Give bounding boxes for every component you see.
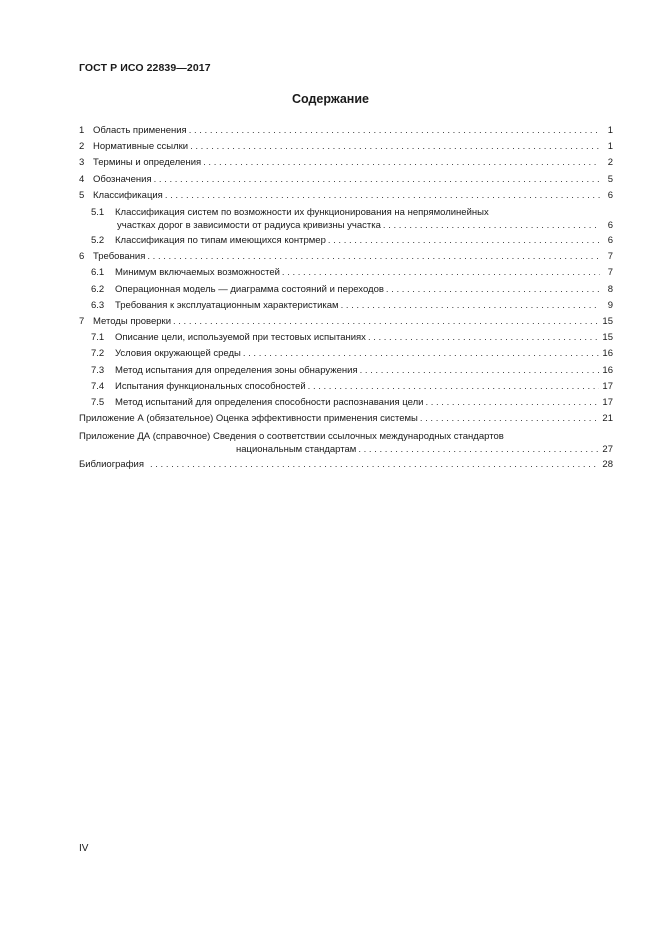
toc-entry[interactable] — [79, 298, 613, 314]
toc-entry-title: Приложение А (обязательное) Оценка эффективности применения системы — [79, 413, 418, 425]
toc-entry-page: 15 — [602, 332, 613, 344]
toc-entry-title: Нормативные ссылки — [93, 141, 189, 153]
toc-entry-number: 3 — [79, 157, 85, 169]
toc-entry-number: 7.1 — [91, 332, 105, 344]
toc-entry-page: 28 — [602, 459, 613, 471]
toc-entry[interactable] — [79, 188, 613, 204]
toc-entry-page: 9 — [607, 299, 613, 311]
toc-leader-dots — [173, 314, 599, 330]
toc-entry[interactable] — [79, 172, 613, 188]
toc-entry-title-line2: участках дорог в зависимости от радиуса кривизны участка — [117, 220, 381, 232]
toc-entry-page: 1 — [607, 141, 613, 153]
toc-entry-title: Обозначения — [93, 173, 152, 185]
toc-leader-dots — [190, 139, 600, 155]
toc-entry[interactable] — [79, 155, 613, 171]
toc-entry-page: 6 — [607, 235, 613, 247]
toc-entry-title: Испытания функциональных способностей — [115, 380, 306, 392]
toc-entry[interactable] — [79, 249, 613, 265]
toc-entry-page: 6 — [607, 189, 613, 201]
toc-entry-page: 27 — [602, 444, 613, 456]
toc-leader-dots — [282, 265, 600, 281]
toc-entry[interactable] — [79, 330, 613, 346]
toc-entry-page: 17 — [602, 397, 613, 409]
toc-entry-number: 7.3 — [91, 364, 105, 376]
toc-leader-dots — [203, 155, 600, 171]
toc-entry[interactable] — [79, 204, 613, 233]
toc-entry-number: 7 — [79, 316, 85, 328]
page-title: Содержание — [291, 92, 369, 106]
toc-entry-number: 7.2 — [91, 348, 105, 360]
toc-leader-dots — [425, 395, 599, 411]
toc-entry-number: 6.3 — [91, 299, 105, 311]
table-of-contents — [79, 123, 613, 474]
toc-entry-page: 15 — [602, 316, 613, 328]
toc-leader-dots — [189, 123, 600, 139]
toc-entry-number: 2 — [79, 141, 85, 153]
toc-entry-page: 6 — [607, 220, 613, 232]
toc-entry-number: 7.4 — [91, 380, 105, 392]
toc-entry-title: Метод испытания для определения зоны обнаружения — [115, 364, 358, 376]
toc-entry-title: Классификация по типам имеющихся контрмер — [115, 235, 326, 247]
toc-entry-number: 6.1 — [91, 267, 105, 279]
toc-leader-dots — [147, 249, 600, 265]
toc-entry-page: 5 — [607, 173, 613, 185]
toc-entry-number: 4 — [79, 173, 85, 185]
toc-entry-title: Метод испытаний для определения способности распознавания цели — [115, 397, 424, 409]
toc-entry[interactable] — [79, 314, 613, 330]
toc-leader-dots — [360, 363, 600, 379]
toc-entry-title-line2: национальным стандартам — [236, 444, 357, 456]
page-number: IV — [79, 843, 89, 854]
toc-entry-title: Термины и определения — [93, 157, 202, 169]
toc-entry[interactable] — [79, 265, 613, 281]
toc-entry-title: Библиография — [79, 459, 144, 471]
toc-entry-title: Классификация — [93, 189, 163, 201]
toc-entry[interactable] — [79, 233, 613, 249]
toc-entry-page: 21 — [602, 413, 613, 425]
document-header: ГОСТ Р ИСО 22839—2017 — [79, 62, 211, 74]
toc-entry-title: Условия окружающей среды — [115, 348, 241, 360]
toc-entry-page: 16 — [602, 364, 613, 376]
toc-entry-title: Минимум включаемых возможностей — [115, 267, 280, 279]
toc-entry-page: 8 — [607, 283, 613, 295]
toc-entry-number: 1 — [79, 125, 85, 136]
toc-leader-dots — [154, 172, 600, 188]
toc-entry-page: 1 — [607, 125, 613, 136]
toc-entry-appendix-da[interactable] — [79, 427, 613, 457]
toc-entry-number: 5.2 — [91, 235, 105, 247]
toc-leader-dots — [341, 298, 600, 314]
toc-leader-dots — [150, 457, 599, 473]
toc-entry-page: 17 — [602, 380, 613, 392]
toc-leader-dots — [358, 443, 599, 457]
toc-entry[interactable] — [79, 395, 613, 411]
toc-leader-dots — [308, 379, 600, 395]
toc-leader-dots — [386, 282, 600, 298]
toc-entry-title: Операционная модель — диаграмма состояний и переходов — [115, 283, 384, 295]
toc-entry-page: 16 — [602, 348, 613, 360]
toc-leader-dots — [368, 330, 599, 346]
toc-entry-number: 6 — [79, 251, 85, 263]
toc-entry-number: 5.1 — [91, 207, 105, 219]
toc-entry-page: 7 — [607, 267, 613, 279]
toc-entry-title: Методы проверки — [93, 316, 171, 328]
toc-leader-dots — [328, 233, 600, 249]
toc-entry-page: 7 — [607, 251, 613, 263]
toc-entry-title: Описание цели, используемой при тестовых испытаниях — [115, 332, 366, 344]
toc-entry-title: Требования к эксплуатационным характеристикам — [115, 299, 339, 311]
toc-leader-dots — [420, 411, 600, 427]
toc-leader-dots — [165, 188, 600, 204]
toc-entry-bibliography[interactable] — [79, 457, 613, 473]
toc-leader-dots — [243, 346, 600, 362]
toc-entry-appendix-a[interactable] — [79, 411, 613, 427]
toc-entry[interactable] — [79, 379, 613, 395]
toc-entry-title-line1: Приложение ДА (справочное) Сведения о соответствии ссылочных международных стандартов — [79, 431, 504, 443]
toc-entry[interactable] — [79, 363, 613, 379]
toc-entry-page: 2 — [607, 157, 613, 169]
toc-entry-title-line1: Классификация систем по возможности их функционирования на непрямолинейных — [115, 207, 489, 219]
toc-leader-dots — [383, 219, 600, 233]
toc-entry-number: 5 — [79, 189, 85, 201]
toc-entry[interactable] — [79, 282, 613, 298]
toc-entry-title: Требования — [93, 251, 146, 263]
toc-entry-number: 6.2 — [91, 283, 105, 295]
toc-entry[interactable] — [79, 139, 613, 155]
toc-entry-number: 7.5 — [91, 397, 105, 409]
toc-entry[interactable] — [79, 123, 613, 139]
toc-entry[interactable] — [79, 346, 613, 362]
toc-entry-title: Область применения — [93, 125, 187, 136]
